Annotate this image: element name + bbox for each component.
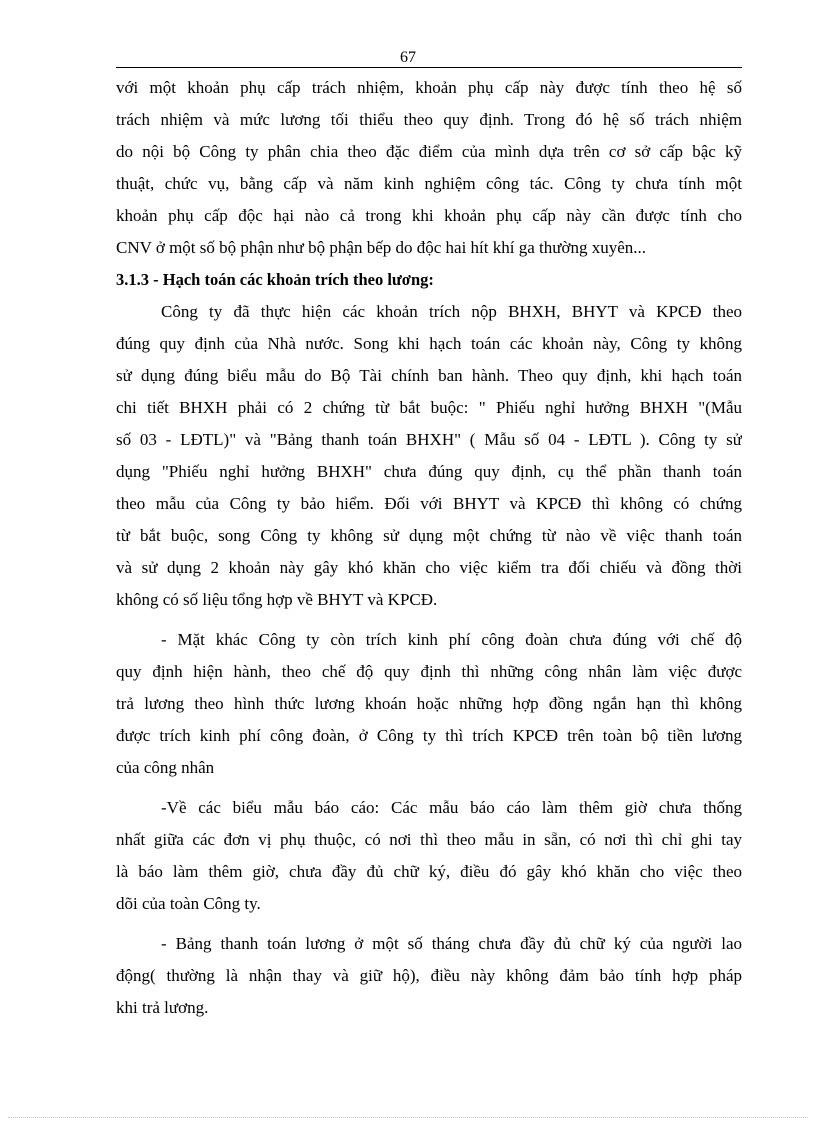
text-line: từ bắt buộc, song Công ty không sử dụng một chứng từ nào về việc thanh toán xyxy=(116,526,742,545)
text-line: động( thường là nhận thay và giữ hộ), điều này không đảm bảo tính hợp pháp xyxy=(116,966,742,985)
paragraph-bhxh xyxy=(116,296,742,616)
paragraph-payroll xyxy=(116,928,742,1024)
text-line: -Về các biểu mẫu báo cáo: Các mẫu báo cáo làm thêm giờ chưa thống xyxy=(161,798,742,817)
paragraph-report-forms xyxy=(116,792,742,920)
text-line: không có số liệu tổng hợp về BHYT và KPCĐ. xyxy=(116,590,438,609)
paragraph-gap xyxy=(116,784,742,792)
text-line: và sử dụng 2 khoản này gây khó khăn cho việc kiểm tra đối chiếu và đồng thời xyxy=(116,558,742,577)
text-line: khoản phụ cấp độc hại nào cả trong khi khoản phụ cấp này cần được tính cho xyxy=(116,206,742,225)
text-line: sử dụng đúng biểu mẫu do Bộ Tài chính ban hành. Theo quy định, khi hạch toán xyxy=(116,366,742,385)
section-heading: 3.1.3 - Hạch toán các khoản trích theo lương: xyxy=(116,270,434,289)
text-line: dõi của toàn Công ty. xyxy=(116,894,261,913)
text-line: trả lương theo hình thức lương khoán hoặc những hợp đồng ngắn hạn thì không xyxy=(116,694,742,713)
text-line: được trích kinh phí công đoàn, ở Công ty thì trích KPCĐ trên toàn bộ tiền lương xyxy=(116,726,742,745)
text-line: Công ty đã thực hiện các khoản trích nộp BHXH, BHYT và KPCĐ theo xyxy=(161,302,742,321)
text-line: - Mặt khác Công ty còn trích kinh phí công đoàn chưa đúng với chế độ xyxy=(161,630,742,649)
text-line: số 03 - LĐTL)" và "Bảng thanh toán BHXH" ( Mẫu số 04 - LĐTL ). Công ty sử xyxy=(116,430,742,449)
paragraph-allowance xyxy=(116,72,742,264)
text-line: khi trả lương. xyxy=(116,998,209,1017)
text-line: đúng quy định của Nhà nước. Song khi hạch toán các khoản này, Công ty không xyxy=(116,334,742,353)
page-number: 67 xyxy=(400,49,416,66)
paragraph-kpcd xyxy=(116,624,742,784)
text-line: trách nhiệm và mức lương tối thiểu theo quy định. Trong đó hệ số trách nhiệm xyxy=(116,110,742,129)
text-line: nhất giữa các đơn vị phụ thuộc, có nơi thì theo mẫu in sẵn, có nơi thì chỉ ghi tay xyxy=(116,830,742,849)
text-line: với một khoản phụ cấp trách nhiệm, khoản phụ cấp này được tính theo hệ số xyxy=(116,78,742,97)
text-line: chi tiết BHXH phải có 2 chứng từ bắt buộc: " Phiếu nghỉ hưởng BHXH "(Mẫu xyxy=(116,398,742,417)
page-bottom-border xyxy=(8,1117,808,1118)
paragraph-gap xyxy=(116,920,742,928)
document-body xyxy=(116,72,742,1024)
text-line: thuật, chức vụ, bằng cấp và năm kinh nghiệm công tác. Công ty chưa tính một xyxy=(116,174,742,193)
text-line: quy định hiện hành, theo chế độ quy định thì những công nhân làm việc được xyxy=(116,662,742,681)
text-line: theo mẫu của Công ty bảo hiểm. Đối với BHYT và KPCĐ thì không có chứng xyxy=(116,494,742,513)
header-rule xyxy=(116,67,742,68)
text-line: do nội bộ Công ty phân chia theo đặc điểm của mình dựa trên cơ sở cấp bậc kỹ xyxy=(116,142,742,161)
paragraph-gap xyxy=(116,616,742,624)
text-line: dụng "Phiếu nghỉ hưởng BHXH" chưa đúng quy định, cụ thể phần thanh toán xyxy=(116,462,742,481)
text-line: CNV ở một số bộ phận như bộ phận bếp do độc hai hít khí ga thường xuyên... xyxy=(116,238,646,257)
text-line: của công nhân xyxy=(116,758,215,777)
text-line: - Bảng thanh toán lương ở một số tháng chưa đầy đủ chữ ký của người lao xyxy=(161,934,742,953)
text-line: là báo làm thêm giờ, chưa đầy đủ chữ ký, điều đó gây khó khăn cho việc theo xyxy=(116,862,742,881)
